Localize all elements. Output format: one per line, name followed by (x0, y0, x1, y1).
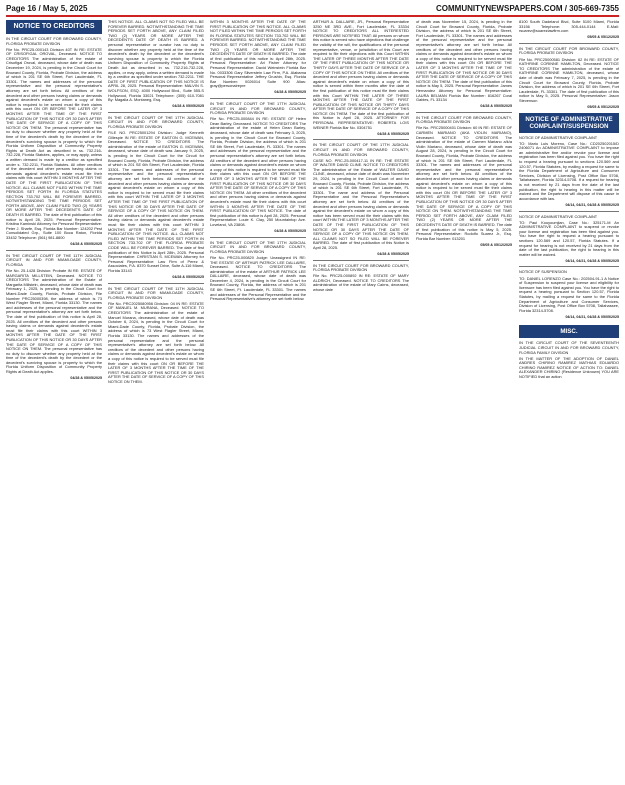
notice-body: THIS NOTICE. ALL CLAIMS NOT SO FILED WILL BE FOREVER BARRED. NOTWITHSTANDING THE TIME PERIODS SET FORTH ABOVE, ANY CLAIM FILED TWO (2) YEARS OR MORE AFTER THE DECEDENT'S DATE OF DEATH IS BARRED. A personal representative or curator has no duty to discover whether any property held at the time of the decedent's death by the decedent or the decedent's surviving spouse is property to which the Florida Uniform Disposition of Community Property Rights at Death Act as described in ss. 732.216-732.228, applies, or may apply, unless a written demand is made by a creditor as specified under section 732.2211. THE DATE OF FIRST PUBLICATION OF THIS NOTICE IS APRIL 28, 2025. Personal Representative: MALVIN S. WOLFSON, ESQ. 4000 Hollywood Blvd., Suite 555-S Hollywood, Florida 33021 Telephone: (305) 610-7081 By: Magalia A. Montaneg, Esq. (108, 20, 204, 103)
legal-notice (6, 254, 102, 381)
notice-divider (313, 139, 409, 140)
section-header-misc: MISC. (519, 325, 619, 338)
legal-notice (6, 37, 102, 247)
legal-notice (210, 20, 306, 95)
legal-notice (416, 116, 512, 248)
notice-divider (108, 112, 204, 113)
notice-heading: IN THE CIRCUIT COURT OF THE 17TH JUDICIAL CIRCUIT IN AND FOR BROWARD COUNTY, FLORIDA PROBATE DIVISION (210, 239, 306, 254)
notice-heading: NOTICE OF ADMINISTRATIVE COMPLAINT (519, 213, 598, 219)
notice-body: File No. PRC25-000844 IN RE: ESTATE OF Helen Dean Barley, Deceased. NOTICE TO CREDITORS The administration of the estate of Helen Dean Barley, deceased, whose date of death was February 3, 2025, is pending in the Circuit Court for Broward County, Florida, Probate Division, the address of which is 201 SE 6th Street, Fort Lauderdale, FL 33301. The names and addresses of the personal representative and the personal representative's attorney are set forth below. All creditors of the decedent and other persons having claims or demands against decedent's estate on whom a copy of this notice is required to be served must file their claims with this court ON OR BEFORE THE LATER OF 3 MONTHS AFTER THE TIME OF THE FIRST PUBLICATION OF THIS NOTICE OR 30 DAYS AFTER THE DATE OF SERVICE OF A COPY OF THIS NOTICE ON THEM. All other creditors of the decedent and other persons having claims or demands against decedent's estate must file their claims with this court WITHIN 3 MONTHS AFTER THE DATE OF THE FIRST PUBLICATION OF THIS NOTICE. The date of first publication of this notice is April 28, 2025. Personal Representative: Louie K. Clay, 250 Mountaintop Ave. Loveland, VA 23808. (210, 116, 306, 227)
column-2 (108, 20, 204, 782)
notice-heading: IN THE CIRCUIT COURT OF THE 17TH JUDICIAL CIRCUIT IN AND FOR BROWARD COUNTY, FLORIDA PROBATE DIVISION (210, 101, 306, 116)
notice-ref: 04/28 & 05/05/2025 (377, 252, 409, 256)
section-header-notice-to-creditors: NOTICE TO CREDITORS (6, 20, 102, 34)
column-4 (313, 20, 409, 782)
notice-heading: IN THE CIRCUIT COURT OF THE SEVENTEENTH JUDICIAL CIRCUIT IN AND FOR BROWARD COUNTY, FLORIDA FAMILY DIVISION (519, 340, 619, 355)
notice-body: ARTHUR A. DALLAIRE, JR., Personal Representative 3250 NE 3RD AVE., Fort Lauderdale, FL 33334 NOTICE TO CREDITORS ALL INTERESTED PERSONS ARE NOTIFIED THAT: All persons on whom this notice is served who have objections that challenge the validity of the will, the qualifications of the personal representative, venue, or jurisdiction of this Court are required to file their objections with this Court WITHIN THE LATER OF THREE MONTHS AFTER THE DATE OF THE FIRST PUBLICATION OF THIS NOTICE OR THIRTY DAYS AFTER THE DATE OF SERVICE OF A COPY OF THIS NOTICE ON THEM. All creditors of the decedent and other persons having claims or demands against decedent's estate on whom a copy of this notice is served within three months after the date of the first publication of this notice must file their claims with this Court WITHIN THE LATER OF THREE MONTHS AFTER THE DATE OF THE FIRST PUBLICATION OF THIS NOTICE OR THIRTY DAYS AFTER THE DATE OF SERVICE OF A COPY OF THIS NOTICE ON THEM. The date of the first publication of this Notice is April 28, 2025. ATTORNEY FOR PERSONAL REPRESENTATIVE: ROBERTA LOIS WEINER Florida Bar No. 0304751 (313, 20, 409, 130)
notice-heading: IN THE CIRCUIT COURT OF THE 11TH JUDICIAL CIRCUIT IN AND FOR MIAMI-DADE COUNTY, FLORIDA (6, 252, 102, 267)
notice-ref: 04/28 & 05/05/2025 (274, 229, 306, 234)
notice-heading: NOTICE OF SUSPENSION (519, 269, 567, 275)
legal-notice (210, 102, 306, 234)
legal-notice (210, 241, 306, 302)
page-label: Page 16 / May 5, 2025 (6, 4, 88, 13)
legal-notice (108, 20, 204, 109)
notice-body: FILE NO. PRC25001294 Division: Judge Kenneth Gillespie IN RE: ESTATE OF EASTON G. MCEWAN, Deceased. NOTICE TO CREDITORS The administration of the estate of EASTON G. MCEWAN, deceased, whose date of death was January 9, 2025, is pending in the Circuit Court for the Circuit for Broward County, Florida, Probate Division, the address of which is 201 SE 6th Street, Fort Lauderdale, Florida 33301. The names and addresses of the personal representative and the personal representative's attorney are set forth below. All creditors of the decedent and other persons having claims or demands against decedent's estate on whom a copy of this notice is required to be served must file their claims with this court WITHIN THE LATER OF 3 MONTHS AFTER THE TIME OF THE FIRST PUBLICATION OF THIS NOTICE OR 30 DAYS AFTER THE DATE OF SERVICE OF A COPY OF THIS NOTICE ON THEM. All other creditors of the decedent and other persons having claims or demands against decedent's estate must file their claims with this court WITHIN 3 MONTHS AFTER THE DATE OF THE FIRST PUBLICATION OF THIS NOTICE. ALL CLAIMS NOT FILED WITHIN THE TIME PERIODS SET FORTH IN SECTION 733.702 OF THE FLORIDA PROBATE CODE WILL BE FOREVER BARRED. The date of first publication of this Notice is April 28th, 2025. Personal Representative: CHRISTIAN S. MCEWAN Attorney for Personal Representative: Law Firm of Perez & Associates, P.A. 8370 Sunset Drive, Suite A-116 Miami, Florida 33143 (108, 130, 204, 273)
notice-divider (519, 211, 619, 212)
page-header (6, 3, 619, 15)
notice-body: File No. PRC2025080956 Division: 04 IN RE: ESTATE OF MANUEL M. MURANA, Deceased. NOTICE TO CREDITORS The administration of the estate of Manuel Murana, deceased, whose date of death was October 6, 2024, is pending in the Circuit Court for Miami-Dade County, Florida, Probate Division, the address of which is 73 West Flagler Street, Miami, Florida 33130. The names and addresses of the personal representative and the personal representative's attorney are set forth below. All creditors of the decedent and other persons having claims or demands against decedent's estate on whom a copy of this notice is required to be served must file their claims with this court ON OR BEFORE THE LATER OF 3 MONTHS AFTER THE TIME OF THE FIRST PUBLICATION OF THIS NOTICE OR 30 DAYS AFTER THE DATE OF SERVICE OF A COPY OF THIS NOTICE ON THEM. (108, 300, 204, 384)
legal-notice (108, 116, 204, 280)
notice-ref: 05/05 & 05/12/2025 (587, 35, 619, 40)
notice-ref: 04/28 & 05/05/2025 (172, 104, 204, 109)
site-phone: COMMUNITYNEWSPAPERS.COM / 305-669-7355 (435, 4, 619, 13)
notice-body: File No. PRC25-000143 Division 40T IN RE: ESTATE OF CRISOFIGAL OROVAL, Deceased. NOTICE TO CREDITORS The administration of the estate of Crisofigal Oroval, deceased, whose date of death was December 19, 2024, is pending in the Circuit Court for Broward County, Florida, Probate Division, the address of which is 201 SE 6th Street, Fort Lauderdale, FL 33301. The names and addresses of the personal representative and the personal representative's attorney are set forth below. All creditors of the decedent and other persons having claims or demands against decedent's estate on whom a copy of this notice is required to be served must file their claims with this court ON OR BEFORE THE LATER OF 3 MONTHS AFTER THE TIME OF THE FIRST PUBLICATION OF THIS NOTICE OR 30 DAYS AFTER THE DATE OF SERVICE OF A COPY OF THIS NOTICE ON THEM. The personal representative has no duty to discover whether any property held at the time of the decedent's death by the decedent or the decedent's surviving spouse is property to which the Florida Uniform Disposition of Community Property Rights at Death Act as described in ss. 732.216-732.228, Florida Statutes, applies, or may apply, unless a written demand is made by a creditor as specified under s. 732.2211, Florida Statutes. All other creditors of the decedent and other persons having claims or demands against decedent's estate must file their claims with this court WITHIN 3 MONTHS AFTER THE DATE OF THE FIRST PUBLICATION OF THIS NOTICE. ALL CLAIMS NOT FILED WITHIN THE TIME PERIODS SET FORTH IN FLORIDA STATUTES SECTION 733.702 WILL BE FOREVER BARRED. NOTWITHSTANDING THE TIME PERIODS SET FORTH ABOVE, ANY CLAIM FILED TWO (2) YEARS OR MORE AFTER THE DECEDENT'S DATE OF DEATH IS BARRED. The date of first publication of this notice is April 28, 2025. Personal Representative: Kristina Kaminski Attorney for Personal Representative: Peter J. Sharfe, Esq. Florida Bar Number: 124202 Pest Consolidated Grp., Suite 100 Boca Raton, Florida 33432 Telephone: (561) 981-8800 (6, 46, 102, 241)
legal-notice (313, 143, 409, 256)
notice-body: TO: DANIEL LORENZO Case No.: 202504-91-1 A Notice of Suspension to suspend your license and eligibility for licensure has been filed against you. You have the right to request a hearing pursuant to Section 120.57, Florida Statutes, by mailing a request for same to the Florida Department of Agriculture and Consumer Services, Division of Licensing, Post Office Box 5708, Tallahassee, Florida 32314-5708. (519, 275, 619, 313)
legal-notice (313, 20, 409, 136)
notice-body: 8100 South Dadeland Blvd, Suite 5100 Miami, Florida 33156 Telephone: 305-444-0144 E-Mail: rsuarez@suarezlawfirm.com (519, 20, 619, 34)
notice-body: File No. PRC25-000892 IN RE: ESTATE OF MARY ALDRICH, Deceased. NOTICE TO CREDITORS The administration of the estate of Mary Cairns, deceased, whose date (313, 273, 409, 293)
notice-ref: 05/05 & 05/12/2025 (587, 105, 619, 109)
section-header-admin-complaint: NOTICE OF ADMINISTRATIVE COMPLAINT/SUSPENSION (519, 113, 619, 133)
column-1 (6, 20, 102, 782)
notice-divider (210, 237, 306, 238)
notice-heading: IN THE CIRCUIT COURT FOR BROWARD COUNTY, FLORIDA PROBATE DIVISION (416, 114, 512, 125)
notice-ref: 04/28 & 05/05/2025 (172, 274, 204, 279)
notice-heading: IN THE CIRCUIT COURT FOR BROWARD COUNTY, FLORIDA PROBATE DIVISION (519, 45, 619, 56)
notice-ref: 04/28 & 05/05/2025 (480, 104, 512, 109)
notice-body: TO: Mario Luis Moreno, Case No.: CD202502015/D 2406071 An ADMINISTRATIVE COMPLAINT to impose an administrative fine and/or revoke your license and registration has been filed against you. You have the right to request a hearing pursuant to sections 120.569 and 120.57, Florida Statutes, by mailing a request for same to the Florida Department of Agriculture and Consumer Services, Division of Licensing, Post Office Box 5708, Tallahassee, Florida 32314-5708. If a request for hearing is not received by 21 days from the date of the last publication, the right to hearing in this matter will be waived and the Department will dispose of this cause in accordance with law. (519, 140, 619, 201)
notice-divider (313, 260, 409, 261)
notice-body: File No. PRC25000581 Division: 62 IN RE: ESTATE OF KATHRINE CORINNE HAMILTON, Deceased. NOTICE TO CREDITORS The administration of the estate of KATHRINE CORINNE HAMILTON, deceased, whose date of death was February 7, 2025, is pending in the Circuit Court for Broward County, Florida, Probate Division, the address of which is 201 SE 6th Street, Fort Lauderdale, FL 33301. The date of first publication of this notice is May 5, 2025. Personal Representative: Jason Stevenson (519, 56, 619, 103)
notice-heading: IN THE CIRCUIT COURT OF THE 17TH JUDICIAL CIRCUIT IN AND FOR BROWARD COUNTY, FLORIDA PROBATE DIVISION (108, 114, 204, 129)
notice-body: of death was November 15, 2024, is pending in the Circuit Court for Broward County, Florida, Probate Division, the address of which is 201 SE 6th Street, Fort Lauderdale, FL 33301. The names and addresses of the personal representative and the personal representative's attorney are set forth below. All creditors of the decedent and other persons having claims or demands against decedent's estate on whom a copy of this notice is required to be served must file their claims with this court ON OR BEFORE THE LATER OF 3 MONTHS AFTER THE TIME OF THE FIRST PUBLICATION OF THIS NOTICE OR 30 DAYS AFTER THE DATE OF SERVICE OF A COPY OF THIS NOTICE ON THEM. The date of first publication of this notice is May 5, 2025. Personal Representative: James Hernandez Attorney for Personal Representative: LAURA BELMAN Florida Bar Number: 816267 Coral Gables, FL 33134 (416, 20, 512, 103)
notice-divider (210, 98, 306, 99)
notice-body: File No. PRC25-000820 Judge: Unassigned IN RE: THE ESTATE OF ARTHUR PATRICK LEE DALLAIRE, Deceased. NOTICE TO CREDITORS The administration of the estate of ARTHUR PATRICK LEE DALLAIRE, deceased, whose date of death was December 4, 2024, is pending in the Circuit Court for Broward County, Florida, the address of which is 201 SE 6th Street, Ft. Lauderdale, FL 33301. The names and addresses of the Personal Representative and the Personal Representative's attorney are set forth below. (210, 254, 306, 302)
notice-heading: IN THE CIRCUIT COURT FOR BROWARD COUNTY, FLORIDA PROBATE DIVISION (6, 36, 102, 46)
admin-notice (519, 215, 619, 264)
notice-body: TO: Paul Kouyoumjian, Case No.: 325171-M An ADMINISTRATIVE COMPLAINT to suspend or revoke your license and registration has been filed against you. You have the right to request a hearing pursuant to sections 120.569 and 120.57, Florida Statutes. If a request for hearing is not received by 21 days from the date of the last publication, the right to hearing in this matter will be waived. (519, 219, 619, 257)
notice-ref: 04/28 & 05/05/2025 (377, 131, 409, 136)
notice-heading: NOTICE OF ADMINISTRATIVE COMPLAINT (519, 134, 598, 140)
notice-heading: IN THE CIRCUIT COURT OF THE 11TH JUDICIAL CIRCUIT IN AND FOR MIAMI-DADE COUNTY, FLORIDA PROBATE DIVISION (108, 285, 204, 300)
header-rule (6, 15, 619, 17)
notice-ref: 04/14, 04/21, 04/28 & 05/05/2025 (565, 202, 619, 207)
notice-divider (416, 112, 512, 113)
column-6 (519, 20, 619, 782)
notice-ref: 05/05 & 05/12/2025 (480, 242, 512, 247)
notice-divider (519, 43, 619, 44)
admin-notice (519, 270, 619, 319)
notice-body: WITHIN 3 MONTHS AFTER THE DATE OF THE FIRST PUBLICATION OF THIS NOTICE. ALL CLAIMS NOT FILED WITHIN THE TIME PERIODS SET FORTH IN FLORIDA STATUTES SECTION 733.702 WILL BE FOREVER BARRED. NOTWITHSTANDING THE TIME PERIODS SET FORTH ABOVE, ANY CLAIM FILED TWO (2) YEARS OR MORE AFTER THE DECEDENT'S DATE OF DEATH IS BARRED. The date of first publication of this notice is: April 28th, 2025. Personal Representative: Ari Fisher Attorney for Personal Representative: David Weinstein Florida Bar No. 0033306 Gary Silverstein Law Firm, P.A. Alabama Personal Representative Jeffrey Grushin, Esq. Florida Bar Number: 0026014 Suite 900 Alias: gray@personalrepre (210, 20, 306, 89)
notice-ref: 04/14, 04/21, 04/28 & 05/05/2025 (565, 258, 619, 263)
notice-body: File No. PRC25000401 Division: 60 IN RE: ESTATE OF CARMEN MARIANO (AKA VIOLIN MARIANO), Deceased. NOTICE TO CREDITORS The administration of the estate of Carmen Mariano a/k/a Violin Mariano, deceased, whose date of death was August 28, 2024, is pending in the Circuit Court for Broward County, Florida, Probate Division, the address of which is 201 SE 6th Street, Fort Lauderdale, FL 33301. The names and addresses of the personal representative and the personal representative's attorney are set forth below. All creditors of the decedent and other persons having claims or demands against decedent's estate on whom a copy of this notice is required to be served must file their claims with this court ON OR BEFORE THE LATER OF 3 MONTHS AFTER THE TIME OF THE FIRST PUBLICATION OF THIS NOTICE OR 30 DAYS AFTER THE DATE OF SERVICE OF A COPY OF THIS NOTICE ON THEM. NOTWITHSTANDING THE TIME PERIOD SET FORTH ABOVE, ANY CLAIM FILED TWO (2) YEARS OR MORE AFTER THE DECEDENT'S DATE OF DEATH IS BARRED. The date of first publication of this notice is May 5, 2025. Personal Representative: Rodolfo Suarez Jr., Esq. Florida Bar Number: 013201 (416, 125, 512, 241)
notice-divider (6, 250, 102, 251)
notice-body: IN THE MATTER OF THE ADOPTION OF DANIEL ANDRES CHIRINO RAMIREZ MATHIAS EDUARDO CHIRINO RAMIREZ NOTICE OF ACTION TO: DANIEL ALEXANDER CHIRINO (Residence Unknown) YOU ARE NOTIFIED that an action (519, 355, 619, 380)
notice-body: CASE NO. PRC-25-000417-11 IN RE: THE ESTATE OF WALTER DAVID CLINE. NOTICE TO CREDITORS The administration of the Estate of WALTER DAVID CLINE, deceased, whose date of death was November 29, 2024, is pending in the Circuit Court of and for Broward County, Florida, Probate Division, the address of which is 201 SE 6th Street, Fort Lauderdale, FL 33301. The name and address of the Personal Representative and the Personal Representative's attorney are set forth below. All creditors of the decedent and other persons having claims or demands against the decedent's estate on whom a copy of this notice has been served must file their claims with this court WITHIN THE LATER OF 3 MONTHS AFTER THE DATE OF THE FIRST PUBLICATION OF THIS NOTICE OR 30 DAYS AFTER THE DATE OF SERVICE OF A COPY OF THIS NOTICE ON THEM. ALL CLAIMS NOT SO FILED WILL BE FOREVER BARRED. The date of first publication of this Notice is April 28, 2025. (313, 157, 409, 250)
column-5 (416, 20, 512, 782)
notice-ref: 04/28 & 05/05/2025 (274, 90, 306, 95)
legal-notice (519, 47, 619, 110)
legal-notice (313, 264, 409, 293)
legal-notice (519, 20, 619, 40)
column-3 (210, 20, 306, 782)
notice-ref: 04/28 & 05/05/2025 (70, 376, 102, 381)
notice-ref: 04/14, 04/21, 04/28 & 05/05/2025 (565, 314, 619, 319)
notice-ref: 04/28 & 05/05/2025 (70, 242, 102, 247)
notice-heading: IN THE CIRCUIT COURT OF THE 17TH JUDICIAL CIRCUIT IN AND FOR BROWARD COUNTY, FLORIDA PROBATE DIVISION (313, 142, 409, 157)
admin-notice (519, 136, 619, 208)
notice-divider (519, 266, 619, 267)
notice-heading: IN THE CIRCUIT COURT FOR BROWARD COUNTY, FLORIDA PROBATE DIVISION (313, 262, 409, 273)
notice-body: File No. 25-1428 Division: Probate IN RE: ESTATE OF MARGARITA MILLSTEIN, Deceased. NOTICE TO CREDITORS The administration of the Estate of Margarita Millstein, deceased, whose date of death was February 1, 2025, is pending in the Circuit Court for Miami-Dade County, Florida, Probate Division, File Number PRC25000398, the address of which is 73 West Flagler Street, Miami, Florida 33130. The names and addresses of the personal representative and the personal representative's attorney are set forth below. The date of first publication of this notice is April 28, 2025. All creditors of the decedent and other persons having claims or demands against decedent's estate must file their claims with this court WITHIN 3 MONTHS AFTER THE DATE OF THE FIRST PUBLICATION OF THIS NOTICE OR 30 DAYS AFTER THE DATE OF SERVICE OF A COPY OF THIS NOTICE ON THEM. The personal representative has no duty to discover whether any property held at the time of the decedent's death by the decedent or the decedent's surviving spouse is property to which the Florida Uniform Disposition of Community Property Rights at Death Act applies. (6, 268, 102, 375)
notice-divider (108, 283, 204, 284)
misc-notice (519, 341, 619, 379)
legal-notice (108, 287, 204, 385)
legal-notice (416, 20, 512, 109)
